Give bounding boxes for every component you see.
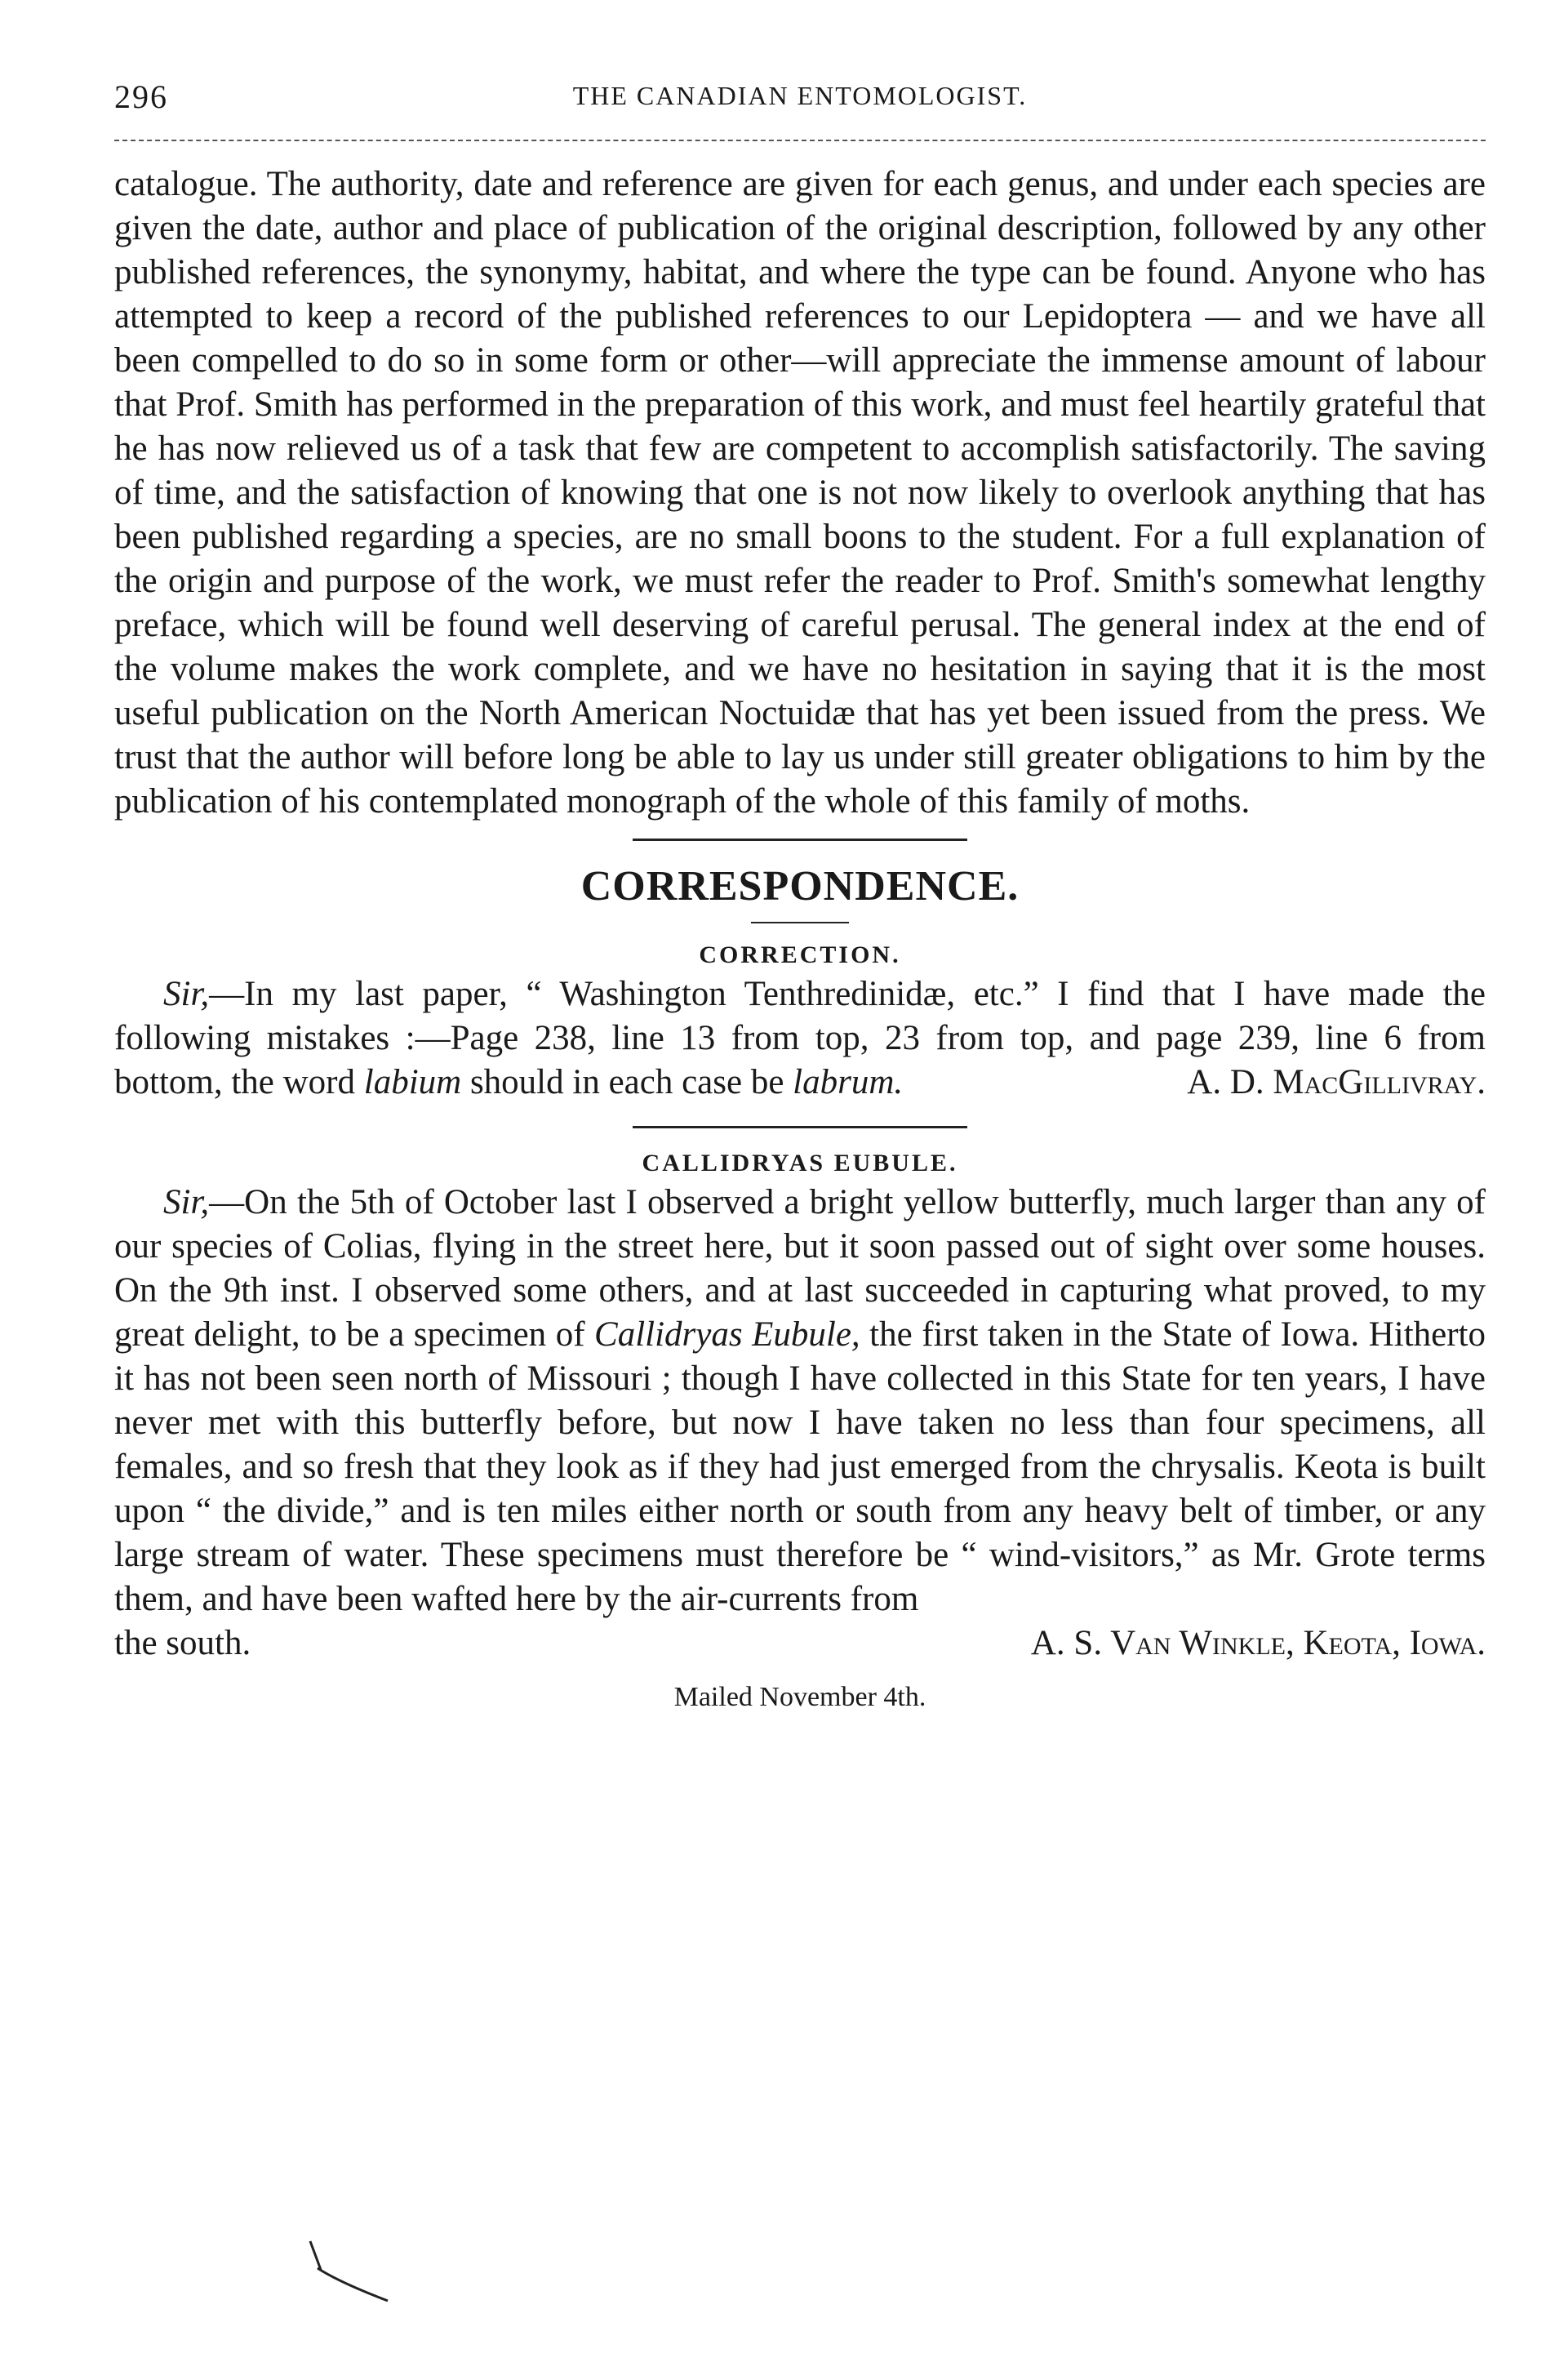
letter-heading: CALLIDRYAS EUBULE.	[642, 1150, 958, 1177]
letter-text: should in each case be	[461, 1063, 793, 1101]
letter-callidryas	[114, 1150, 1486, 1666]
letter-text: —In my last paper, “ Washington Tenthredinidæ, etc.” I find that I have made the following mistakes :—Page 238, line 13 from top, 23 from top, and page 239, line 6 from bottom, the word	[114, 975, 1486, 1101]
signature: A. D. MacGillivray.	[1187, 1063, 1486, 1101]
salutation: Sir,	[163, 1183, 210, 1221]
letter-text: —On the 5th of October last I observed a bright yellow butterfly, much larger than any of our species of Colias, flying in the street here, but it soon passed out of sight over some houses. On the 9th inst. I observed some others, and at last succeeded in capturing what proved, to my great delight, to be a specimen of	[114, 1183, 1486, 1354]
page-number: 296	[114, 78, 168, 115]
letter-text: the first taken in the State of Iowa. Hitherto it has not been seen north of Missouri ; though I have collected in this State for ten years, I have never met with this butterfly before, but now I have taken no less than four specimens, all females, and so fresh that they look as if they had just emerged from the chrysalis. Keota is built upon “ the divide,” and is ten miles either north or south from any heavy belt of timber, or any large stream of water. These specimens must therefore be “ wind-visitors,” as Mr. Grote terms them, and have been wafted here by the air-currents from	[114, 1315, 1486, 1618]
signature-line	[114, 1622, 1486, 1666]
section-separator	[633, 839, 967, 841]
letter-body	[114, 1181, 1486, 1622]
letter-correction	[114, 941, 1486, 1105]
running-title: THE CANADIAN ENTOMOLOGIST.	[572, 81, 1028, 110]
italic-term: labium	[363, 1063, 462, 1101]
section-heading: CORRESPONDENCE.	[580, 863, 1020, 910]
closing-text: the south.	[114, 1624, 251, 1662]
header-rule	[114, 140, 1486, 141]
mailed-date: Mailed November 4th.	[673, 1682, 926, 1712]
page	[114, 78, 1486, 1713]
salutation: Sir,	[163, 975, 210, 1013]
page-header	[114, 78, 1486, 127]
letter-separator	[633, 1126, 967, 1128]
review-paragraph: catalogue. The authority, date and reference are given for each genus, and under each species are given the date, author and place of publication of the original description, followed by any other published references, the synonymy, habitat, and where the type can be found. Anyone who has attempted to keep a record of the published references to our Lepidoptera — and we have all been compelled to do so in some form or other—will appreciate the immense amount of labour that Prof. Smith has performed in the preparation of this work, and must feel heartily grateful that he has now relieved us of a task that few are competent to accomplish satisfactorily. The saving of time, and the satisfaction of knowing that one is not now likely to overlook anything that has been published regarding a species, are no small boons to the student. For a full explanation of the origin and purpose of the work, we must refer the reader to Prof. Smith's somewhat lengthy preface, which will be found well deserving of careful perusal. The general index at the end of the volume makes the work complete, and we have no hesitation in saying that it is the most useful publication on the North American Noctuidæ that has yet been issued from the press. We trust that the author will before long be able to lay us under still greater obligations to him by the publication of his contemplated monograph of the whole of this family of moths.	[114, 165, 1486, 821]
italic-term: Callidryas Eubule,	[594, 1315, 860, 1354]
letter-heading: CORRECTION.	[699, 941, 901, 968]
italic-term: labrum.	[793, 1063, 904, 1101]
pen-mark	[306, 2237, 396, 2302]
signature: A. S. Van Winkle, Keota, Iowa.	[1030, 1624, 1486, 1662]
letter-body	[114, 972, 1486, 1105]
heading-underline	[751, 922, 849, 923]
